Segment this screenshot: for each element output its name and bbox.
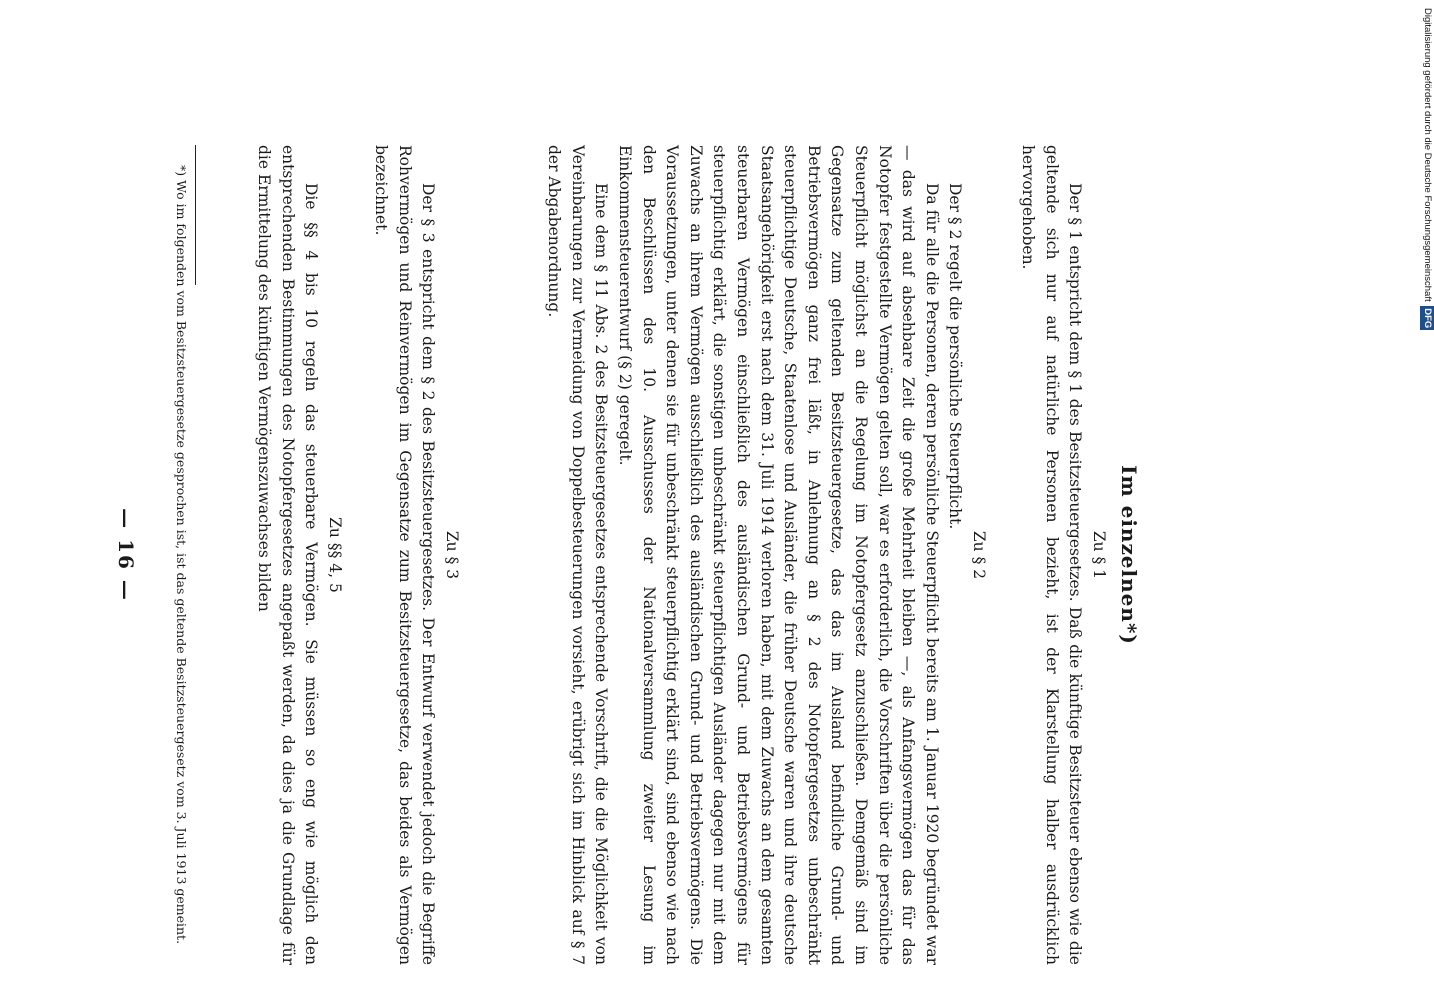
footnote — [173, 145, 190, 965]
stamp-text: Digitalisierung gefördert durch die Deutsche Forschungsgemeinschaft — [1422, 8, 1433, 302]
section-heading: Zu § 3 — [443, 530, 461, 580]
paragraph: Da für alle die Personen, deren persönliche Steuerpflicht bereits am 1. Januar 1920 begründet war — das wird auf absehbare Zeit die große Mehrheit bleiben —, als Anfangsvermögen das für das Notopfer festgestellte Vermögen gelten soll, war es erforderlich, die Vorschriften über die persönliche Steuerpflicht möglichst an die Regelung im Notopfergesetz anzuschließen. Demgemäß sind im Gegensatze zum geltenden Besitzsteuergesetze, das das im Ausland befindliche Grund- und Betriebsvermögen ganz frei läßt, in Anlehnung an § 2 des Notopfergesetzes unbeschränkt steuerpflichtige Deutsche, Staatenlose und Ausländer, die früher Deutsche waren und ihre deutsche Staatsangehörigkeit erst nach dem 31. Juli 1914 verloren haben, mit dem Zuwachs an dem gesamten steuerbaren Vermögen einschließlich des ausländischen Grund- und Betriebsvermögens für steuerpflichtig erklärt, die sonstigen unbeschränkt steuerpflichtigen Ausländer dagegen nur mit dem Zuwachs an ihrem Vermögen ausschließlich des ausländischen Grund- und Betriebsvermögens. Die Voraussetzungen, unter denen sie für unbeschränkt steuerpflichtig erklärt sind, sind ebenso wie nach den Beschlüssen des 10. Ausschusses der Nationalversammlung zweiter Lesung im Einkommensteuerentwurf (§ 2) geregelt. — [616, 145, 941, 965]
page-number: — 16 — — [114, 508, 138, 602]
dfg-logo: DFG — [1422, 308, 1433, 329]
paragraph: Der § 2 regelt die persönliche Steuerpflicht. — [946, 183, 965, 530]
section-heading: Zu § 1 — [1090, 530, 1108, 580]
section-1 — [1016, 145, 1110, 965]
paragraph: Die §§ 4 bis 10 regeln das steuerbare Vermögen. Sie müssen so eng wie möglich den entsprechenden Bestimmungen des Notopfergesetzes angepaßt werden, da dies ja die Grundlage für die Ermittelung des künftigen Vermögenszuwachses bilden — [255, 145, 321, 965]
footnote-text: *) Wo im folgenden vom Besitzsteuergesetze gesprochen ist, ist das geltende Besitzsteuergesetz vom 3. Juli 1913 gemeint. — [174, 165, 189, 945]
paragraph: Der § 1 entspricht dem § 1 des Besitzsteuergesetzes. Daß die künftige Besitzsteuer ebenso wie die geltende sich nur auf natürliche Personen bezieht, ist der Klarstellung halber ausdrücklich hervorgehoben. — [1019, 145, 1085, 965]
footnote-divider — [195, 145, 196, 285]
paragraph: Der § 3 entspricht dem § 2 des Besitzsteuergesetzes. Der Entwurf verwendet jedoch die Begriffe Rohvermögen und Reinvermögen im Gegensatze zum Besitzsteuergesetze, das beides als Vermögen bezeichnet. — [372, 145, 438, 965]
section-2 — [542, 145, 990, 965]
digitization-stamp — [1420, 8, 1434, 388]
paragraph: Eine dem § 11 Abs. 2 des Besitzsteuergesetzes entsprechende Vorschrift, die die Möglichkeit von Vereinbarungen zur Vermeidung von Doppelbesteuerungen vorsieht, erübrigt sich im Hinblick auf § 7 der Abgabenordnung. — [545, 145, 611, 965]
section-3 — [369, 145, 463, 965]
section-heading: Zu § 2 — [970, 530, 988, 580]
section-heading: Zu §§ 4, 5 — [326, 517, 344, 593]
page-title: Im einzelnen*) — [1117, 465, 1141, 645]
rotated-page — [114, 145, 1278, 965]
section-4 — [252, 145, 346, 965]
